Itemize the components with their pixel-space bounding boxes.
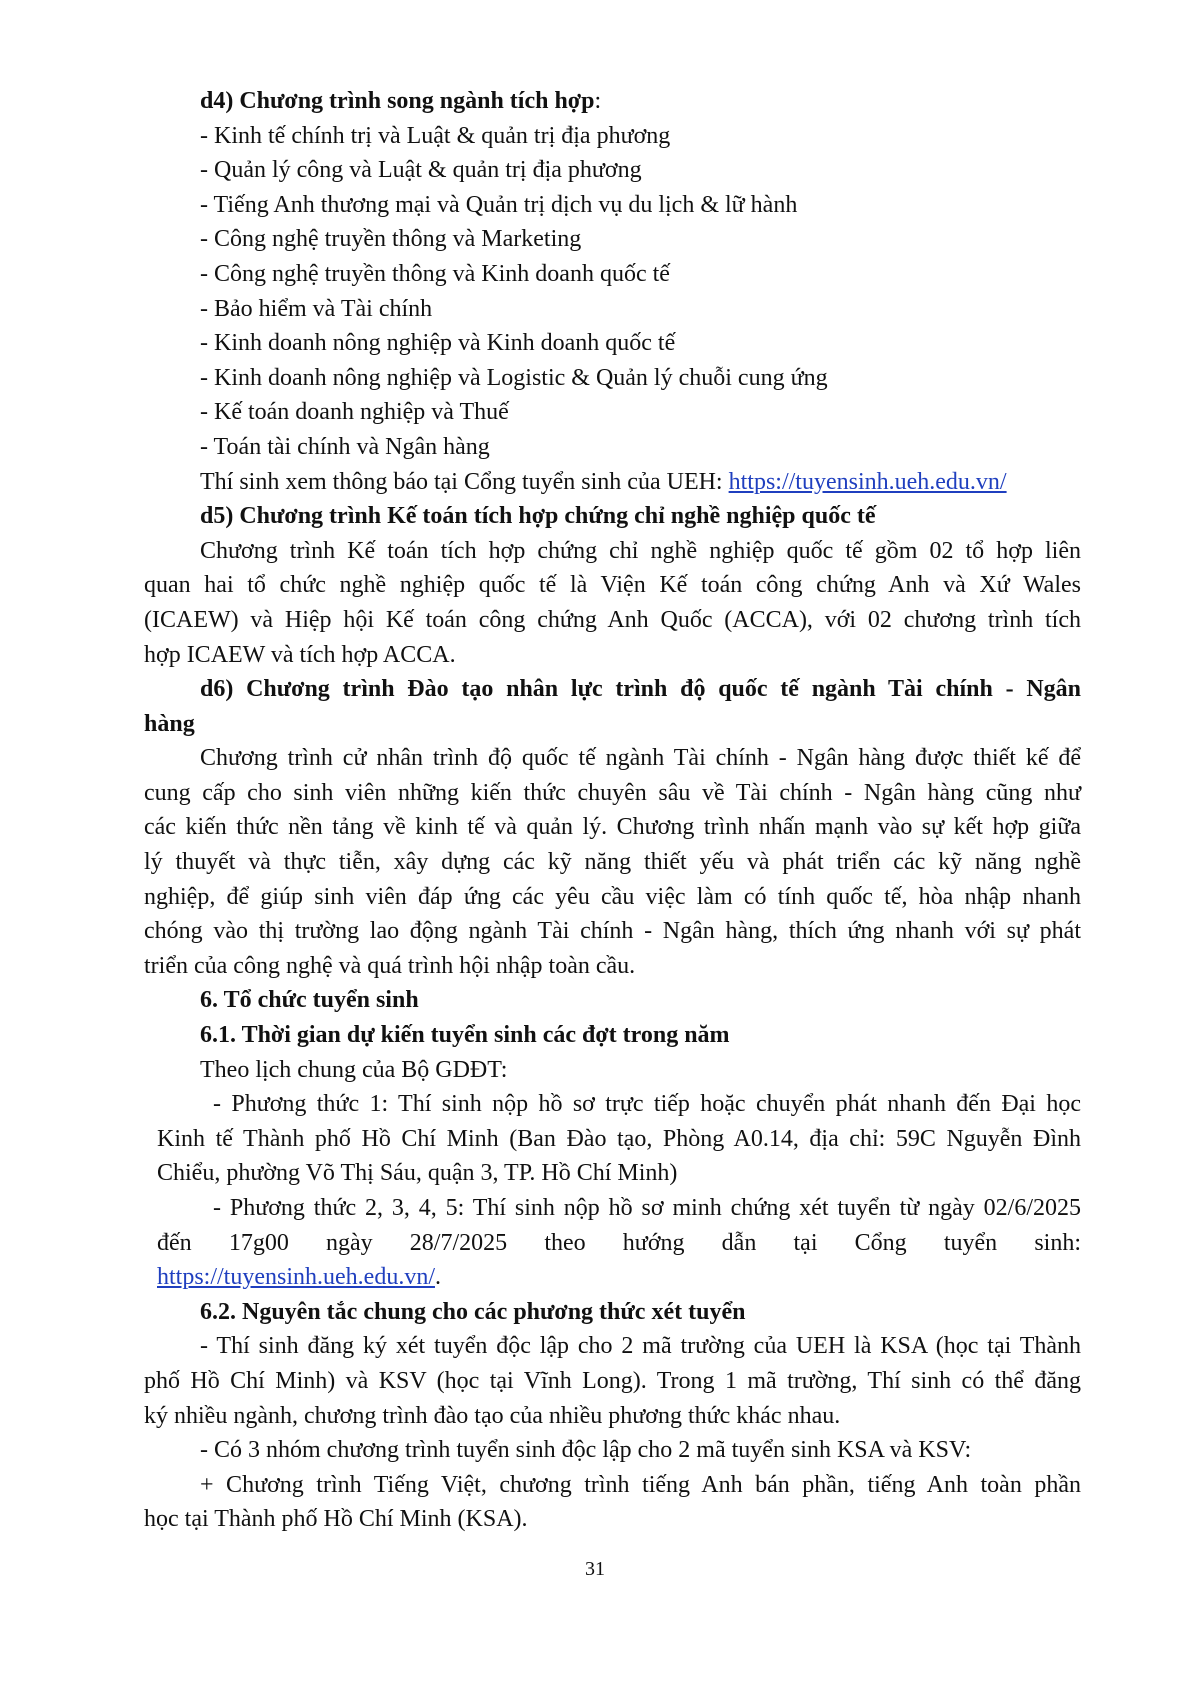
- heading-d4: [144, 84, 1081, 119]
- d5-paragraph-line: hợp ICAEW và tích hợp ACCA.: [144, 641, 456, 668]
- principle-1-line: phố Hồ Chí Minh) và KSV (học tại Vĩnh Long). Trong 1 mã trường, Thí sinh có thể đăng: [144, 1367, 1081, 1394]
- heading-section-6-2: 6.2. Nguyên tắc chung cho các phương thức xét tuyển: [200, 1298, 746, 1325]
- d6-paragraph-line: nghiệp, để giúp sinh viên đáp ứng các yêu cầu việc làm có tính quốc tế, hòa nhập nhanh: [144, 883, 1081, 910]
- d5-paragraph-line: quan hai tổ chức nghề nghiệp quốc tế là Viện Kế toán công chứng Anh và Xứ Wales: [144, 572, 1081, 599]
- heading-section-6: 6. Tổ chức tuyển sinh: [200, 987, 419, 1014]
- heading-section-6-1: 6.1. Thời gian dự kiến tuyển sinh các đợt trong năm: [200, 1022, 730, 1049]
- heading-d6-continued: hàng: [144, 710, 195, 737]
- principle-1-line: - Thí sinh đăng ký xét tuyển độc lập cho 2 mã trường của UEH là KSA (học tại Thành: [200, 1333, 1081, 1360]
- heading-d5: d5) Chương trình Kế toán tích hợp chứng chỉ nghề nghiệp quốc tế: [200, 503, 876, 530]
- d4-list-item: - Toán tài chính và Ngân hàng: [200, 433, 490, 460]
- heading-d4-colon: :: [594, 88, 602, 114]
- principle-3-line: + Chương trình Tiếng Việt, chương trình tiếng Anh bán phần, tiếng Anh toàn phần: [200, 1471, 1081, 1498]
- method-1-line: Kinh tế Thành phố Hồ Chí Minh (Ban Đào tạo, Phòng A0.14, địa chỉ: 59C Nguyễn Đình: [157, 1125, 1081, 1152]
- admissions-portal-link[interactable]: https://tuyensinh.ueh.edu.vn/: [728, 468, 1007, 495]
- heading-d4-text: d4) Chương trình song ngành tích hợp: [200, 88, 595, 114]
- method-1-line: - Phương thức 1: Thí sinh nộp hồ sơ trực tiếp hoặc chuyển phát nhanh đến Đại học: [213, 1091, 1081, 1118]
- heading-d6: d6) Chương trình Đào tạo nhân lực trình độ quốc tế ngành Tài chính - Ngân: [200, 676, 1081, 703]
- d5-paragraph-line: Chương trình Kế toán tích hợp chứng chỉ nghề nghiệp quốc tế gồm 02 tổ hợp liên: [200, 537, 1081, 564]
- d6-paragraph-line: chóng vào thị trường lao động ngành Tài chính - Ngân hàng, thích ứng nhanh với sự phát: [144, 918, 1081, 945]
- admissions-portal-link-2[interactable]: https://tuyensinh.ueh.edu.vn/: [157, 1264, 435, 1291]
- page-number: 31: [585, 1558, 605, 1580]
- d4-list-item: - Quản lý công và Luật & quản trị địa phương: [200, 157, 642, 184]
- d6-paragraph-line: lý thuyết và thực tiễn, xây dựng các kỹ năng thiết yếu và phát triển các kỹ năng nghề: [144, 849, 1081, 876]
- d4-list-item: - Công nghệ truyền thông và Marketing: [200, 226, 582, 253]
- page-content: [144, 84, 1081, 1537]
- d4-portal-note: [144, 465, 1081, 500]
- d5-paragraph-line: (ICAEW) và Hiệp hội Kế toán công chứng Anh Quốc (ACCA), với 02 chương trình tích: [144, 606, 1081, 633]
- d6-paragraph-line: các kiến thức nền tảng về kinh tế và quản lý. Chương trình nhấn mạnh vào sự kết hợp giữa: [144, 814, 1081, 841]
- d4-list-item: - Công nghệ truyền thông và Kinh doanh quốc tế: [200, 260, 670, 287]
- principle-1-line: ký nhiều ngành, chương trình đào tạo của nhiều phương thức khác nhau.: [144, 1402, 841, 1429]
- method-1-line: Chiểu, phường Võ Thị Sáu, quận 3, TP. Hồ Chí Minh): [157, 1160, 678, 1187]
- method-2-period: .: [434, 1264, 441, 1291]
- d4-portal-note-text: Thí sinh xem thông báo tại Cổng tuyển sinh của UEH:: [200, 468, 729, 495]
- section-6-1-intro: Theo lịch chung của Bộ GDĐT:: [200, 1056, 508, 1083]
- d4-list-item: - Kế toán doanh nghiệp và Thuế: [200, 399, 509, 426]
- d4-list-item: - Kinh doanh nông nghiệp và Kinh doanh quốc tế: [200, 330, 676, 357]
- d6-paragraph-line: cung cấp cho sinh viên những kiến thức chuyên sâu về Tài chính - Ngân hàng cũng như: [144, 779, 1081, 806]
- method-2-line: - Phương thức 2, 3, 4, 5: Thí sinh nộp hồ sơ minh chứng xét tuyển từ ngày 02/6/2025: [213, 1195, 1081, 1221]
- d4-list-item: - Kinh tế chính trị và Luật & quản trị địa phương: [200, 122, 671, 149]
- principle-3-line: học tại Thành phố Hồ Chí Minh (KSA).: [144, 1506, 528, 1533]
- d4-list-item: - Kinh doanh nông nghiệp và Logistic & Quản lý chuỗi cung ứng: [200, 364, 828, 391]
- principle-2-line: - Có 3 nhóm chương trình tuyển sinh độc lập cho 2 mã tuyển sinh KSA và KSV:: [200, 1437, 972, 1464]
- method-2-link-line: [144, 1260, 1081, 1295]
- d4-list-item: - Tiếng Anh thương mại và Quản trị dịch vụ du lịch & lữ hành: [200, 191, 798, 218]
- d4-list-item: - Bảo hiểm và Tài chính: [200, 295, 433, 322]
- d6-paragraph-line: Chương trình cử nhân trình độ quốc tế ngành Tài chính - Ngân hàng được thiết kế để: [200, 745, 1081, 772]
- method-2-line: đến 17g00 ngày 28/7/2025 theo hướng dẫn tại Cổng tuyển sinh:: [157, 1229, 1081, 1256]
- d6-paragraph-line: triển của công nghệ và quá trình hội nhập toàn cầu.: [144, 952, 636, 979]
